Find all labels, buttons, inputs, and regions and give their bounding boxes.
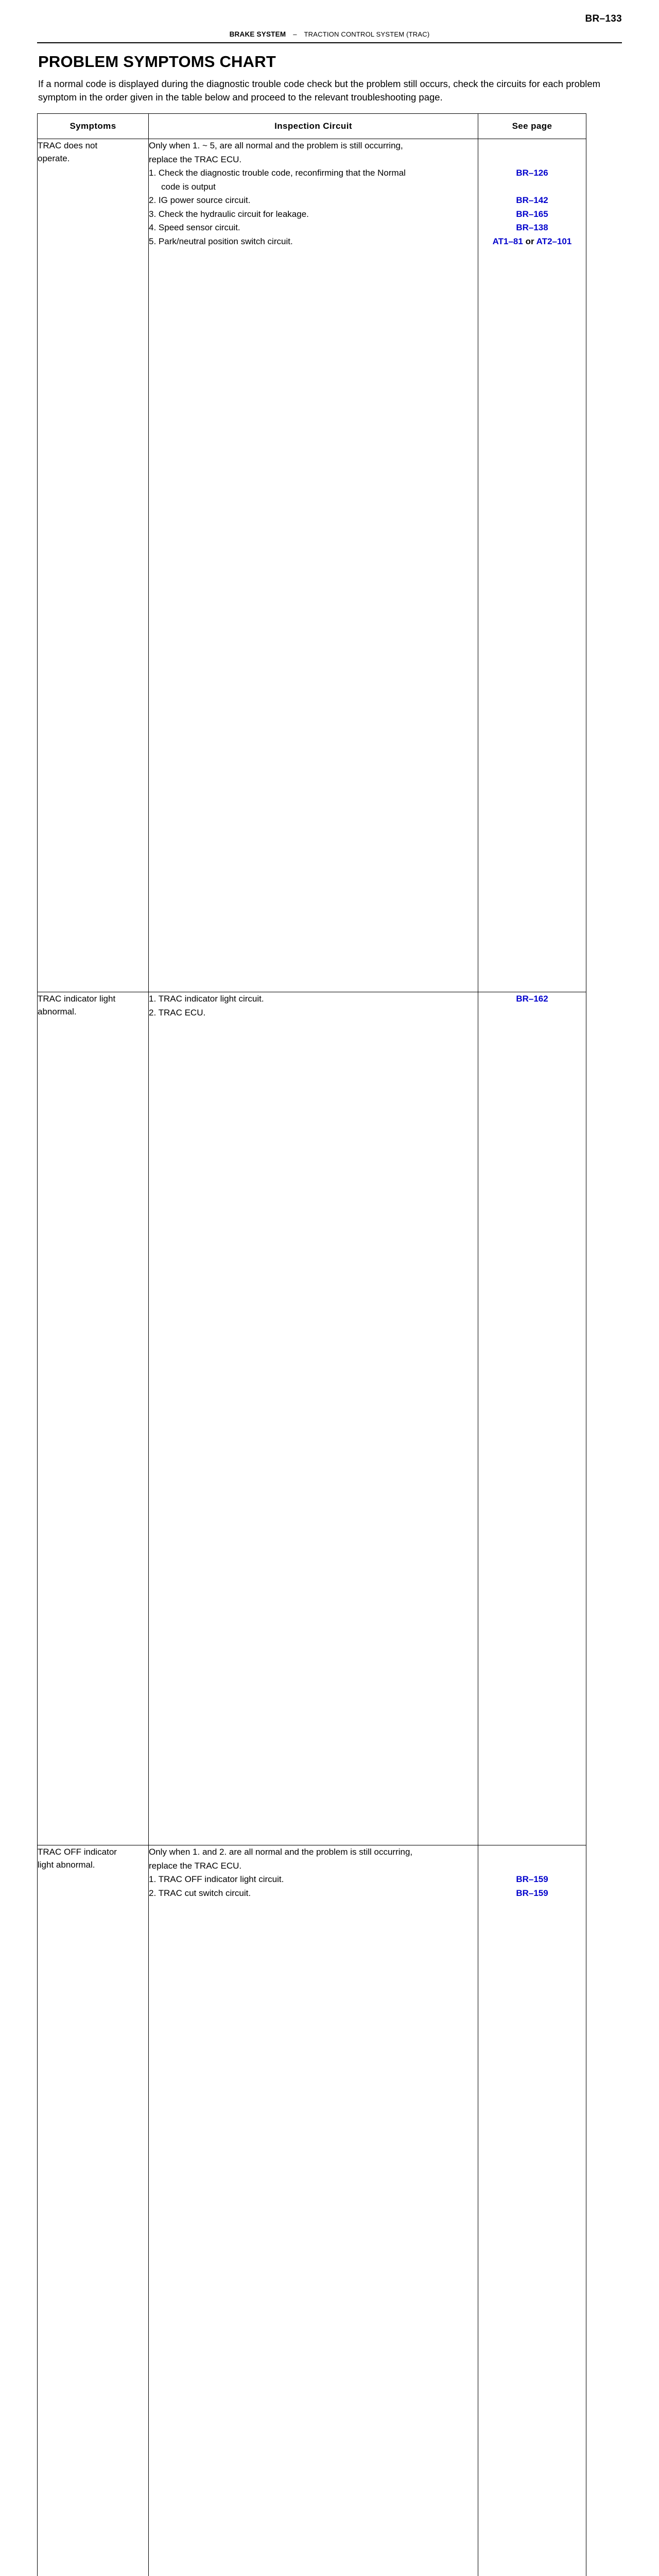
- column-header-see-page: See page: [478, 114, 586, 139]
- page-reference[interactable]: BR–138: [478, 221, 586, 235]
- inspection-circuit-cell: [149, 992, 478, 1845]
- symptom-cell: [38, 992, 149, 1845]
- column-header-inspection-circuit: Inspection Circuit: [149, 114, 478, 139]
- inspection-line: 1. TRAC indicator light circuit.: [149, 992, 478, 1006]
- page-content: [37, 53, 622, 2576]
- page-reference[interactable]: BR–142: [478, 194, 586, 208]
- page-reference[interactable]: BR–165: [478, 208, 586, 222]
- inspection-line: Only when 1. ~ 5, are all normal and the problem is still occurring,: [149, 139, 478, 153]
- page-header: [37, 0, 622, 43]
- table-body: [38, 139, 586, 2576]
- inspection-line: 4. Speed sensor circuit.: [149, 221, 478, 235]
- inspection-line: 1. Check the diagnostic trouble code, reconfirming that the Normal: [149, 166, 478, 180]
- header-divider: [37, 42, 622, 43]
- table-row: [38, 139, 586, 992]
- page-reference[interactable]: BR–126: [478, 166, 586, 180]
- intro-paragraph: If a normal code is displayed during the diagnostic trouble code check but the problem still occurs, check the circuits for each problem symptom in the order given in the table below and proceed to the relevant troubleshooting page.: [38, 77, 622, 104]
- symptom-line: operate.: [38, 152, 148, 165]
- column-header-symptoms: Symptoms: [38, 114, 149, 139]
- table-header: [38, 114, 586, 139]
- header-dash: –: [286, 30, 304, 38]
- symptom-line: TRAC indicator light: [38, 992, 148, 1005]
- problem-symptoms-table: [37, 113, 586, 2576]
- header-breadcrumb: [37, 13, 622, 39]
- page-reference[interactable]: BR–159: [478, 1873, 586, 1887]
- inspection-line: Only when 1. and 2. are all normal and the problem is still occurring,: [149, 1845, 478, 1859]
- inspection-line: 1. TRAC OFF indicator light circuit.: [149, 1873, 478, 1887]
- symptom-line: TRAC does not: [38, 139, 148, 152]
- symptom-cell: [38, 1845, 149, 2576]
- page-reference-link[interactable]: AT2–101: [536, 236, 572, 246]
- header-subsystem-label: TRACTION CONTROL SYSTEM (TRAC): [304, 30, 430, 38]
- table-row: [38, 1845, 586, 2576]
- symptom-cell: [38, 139, 149, 992]
- symptom-line: abnormal.: [38, 1005, 148, 1018]
- page-reference-conjunction: or: [523, 236, 536, 246]
- inspection-line: 2. TRAC cut switch circuit.: [149, 1887, 478, 1901]
- symptom-line: TRAC OFF indicator: [38, 1845, 148, 1858]
- table-header-row: [38, 114, 586, 139]
- page-title: PROBLEM SYMPTOMS CHART: [38, 53, 622, 71]
- see-page-cell: [478, 992, 586, 1845]
- inspection-line: replace the TRAC ECU.: [149, 153, 478, 167]
- page-reference[interactable]: BR–159: [478, 1887, 586, 1901]
- inspection-line: 5. Park/neutral position switch circuit.: [149, 235, 478, 249]
- inspection-line: 2. IG power source circuit.: [149, 194, 478, 208]
- document-page: [0, 0, 659, 853]
- inspection-line: replace the TRAC ECU.: [149, 1859, 478, 1873]
- inspection-line: code is output: [149, 180, 478, 194]
- table-row: [38, 992, 586, 1845]
- inspection-circuit-cell: [149, 1845, 478, 2576]
- page-reference[interactable]: BR–162: [478, 992, 586, 1006]
- symptom-line: light abnormal.: [38, 1858, 148, 1871]
- see-page-cell: [478, 1845, 586, 2576]
- inspection-circuit-cell: [149, 139, 478, 992]
- page-number: BR–133: [585, 13, 622, 25]
- header-system-label: BRAKE SYSTEM: [230, 30, 286, 38]
- inspection-line: 3. Check the hydraulic circuit for leakage.: [149, 208, 478, 222]
- see-page-cell: [478, 139, 586, 992]
- page-reference[interactable]: [478, 235, 586, 249]
- inspection-line: 2. TRAC ECU.: [149, 1006, 478, 1020]
- page-reference-link[interactable]: AT1–81: [493, 236, 523, 246]
